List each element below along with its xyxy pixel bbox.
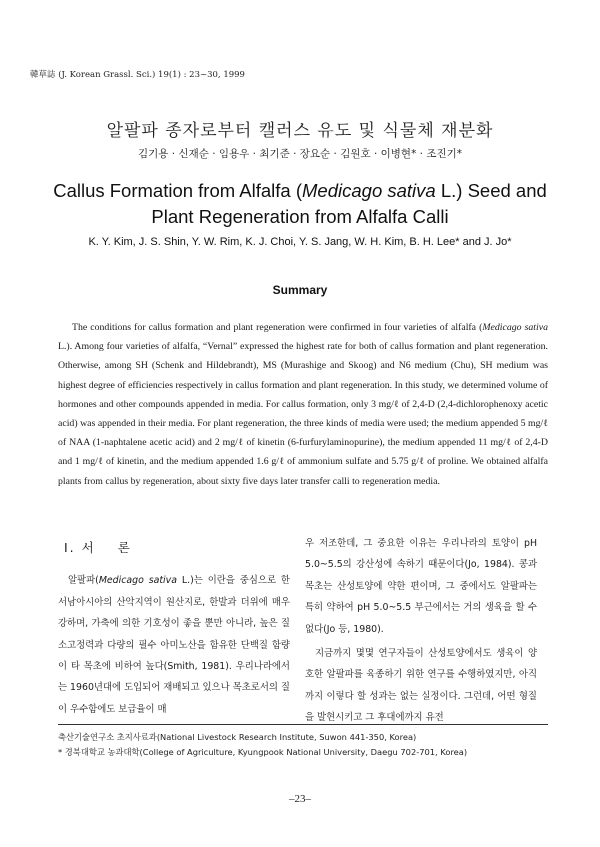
page-number: –23– [289,793,311,805]
intro-paragraph-1-cont: 우 저조한데, 그 중요한 이유는 우리나라의 토양이 pH 5.0~5.5의 강산성에 속하기 때문이다(Jo, 1984). 콩과목초는 산성토양에 약한 편이며, 그 중에서도 알팔파는 특히 약하여 pH 5.0~5.5 부근에서는 거의 생육을 할 수 없다(Jo 등, 1980). [305,538,537,635]
summary-heading: Summary [272,283,328,297]
intro-species: Medicago sativa [98,575,177,587]
journal-citation: 韓草誌 (J. Korean Grassl. Sci.) 19(1) : 23~30, 1999 [30,70,245,80]
title-line1-pre: Callus Formation from Alfalfa ( [53,180,303,201]
intro-text-pre: 알팔파( [68,575,99,587]
left-column [58,533,290,720]
english-authors: K. Y. Kim, J. S. Shin, Y. W. Rim, K. J. Choi, Y. S. Jang, W. H. Kim, B. H. Lee* and J. Jo* [88,236,512,248]
title-species: Medicago sativa [302,180,436,201]
title-line1-post: L.) Seed and [435,180,547,201]
section-heading-introduction [64,537,290,558]
abstract-paragraph [58,318,548,491]
abstract-text-1: The conditions for callus formation and plant regeneration were confirmed in four varieties of alfalfa ( [72,322,483,333]
intro-paragraph-2: 지금까지 몇몇 연구자들이 산성토양에서도 생육이 양호한 알팔파를 육종하기 위한 연구를 수행하였지만, 아직까지 이렇다 할 성과는 없는 실정이다. 그런데, 어떤 형질을 발현시키고 그 후대에까지 유전 [305,648,537,724]
section-title: 론 [117,540,132,555]
korean-authors: 김기용 · 신재순 · 임용우 · 최기준 · 장요순 · 김원호 · 이병현* · 조진기* [137,148,463,160]
footnote-affiliation-1: 축산기술연구소 초지사료과(National Livestock Research Institute, Suwon 441-350, Korea) [58,732,417,742]
abstract-text-2: L.). Among four varieties of alfalfa, “Vernal” expressed the highest rate for both of callus formation and plant regeneration. Otherwise, among SH (Schenk and Hildebrandt), MS (Murashige and Skoog) and N6 medium (Chu), SH medium was highest degree of efficiencies respectively in callus formation and plant regeneration. In this study, we determined volume of hormones and other compounds appended in media. For callus formation, only 3 mg/ℓ of 2,4-D (2,4-dichlorophenoxy acetic acid) was appended in their media. For plant regeneration, the three kinds of media were used; the medium appended 5 mg/ℓ of NAA (1-naphtalene acetic acid) and 2 mg/ℓ of kinetin (6-furfurylaminopurine), the medium appended 11 mg/ℓ of 2,4-D and 1 mg/ℓ of kinetin, and the medium appended 1.6 g/ℓ of ammonium sulfate and 5.75 g/ℓ of proline. We obtained alfalfa plants from callus by regeneration, about sixty five days later transfer calli to regeneration media. [58,341,548,487]
footnote-affiliation-2: * 경북대학교 농과대학(College of Agriculture, Kyungpook National University, Daegu 702-701, Korea) [58,747,468,757]
section-number: Ⅰ. 서 [64,540,96,555]
intro-paragraph-1 [58,570,290,720]
abstract [58,318,548,491]
title-line2: Plant Regeneration from Alfalfa Calli [151,206,449,227]
intro-text-post: L.)는 이란을 중심으로 한 서남아시아의 산악지역이 원산지로, 한발과 더위에 매우 강하며, 가축에 의한 기호성이 좋을 뿐만 아니라, 높은 질소고정력과 다량의 필수 아미노산을 함유한 단백질 함량이 타 목초에 비하여 높다(Smith, 1981). 우리나라에서는 1960년대에 도입되어 재배되고 있으나 목초로서의 질이 우수함에도 보급율이 매 [58,575,290,715]
korean-title: 알팔파 종자로부터 캘러스 유도 및 식물체 재분화 [106,121,494,141]
english-title [0,178,600,230]
abstract-species: Medicago sativa [482,322,548,333]
footnote-divider [58,724,548,725]
right-column [305,533,537,729]
